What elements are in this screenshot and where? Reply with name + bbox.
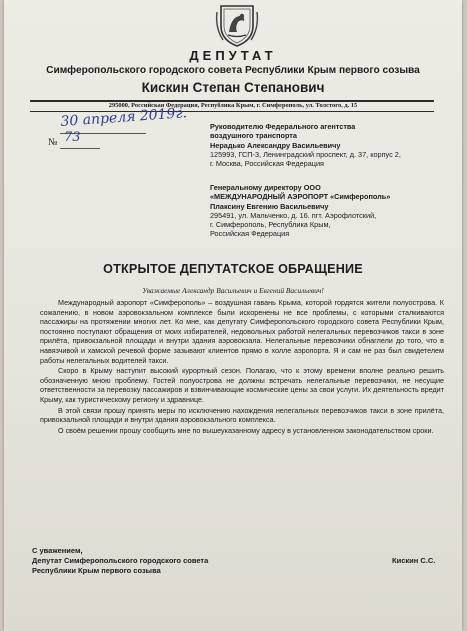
recipient-block-2: [210, 183, 450, 239]
signature-line: Республики Крым первого созыва: [32, 566, 161, 575]
recipient1-position-line: Руководителю Федерального агентства: [210, 122, 356, 131]
signature-block: [32, 546, 332, 576]
body-paragraph: Международный аэропорт «Симферополь» – воздушная гавань Крыма, которой гордятся жители полуострова. К сожалению, в новом аэровокзальном комплексе были искоренены не все проблемы, с которыми сталкиваются пассажиры на протяжении многих лет. Ко мне, как депутату Симферопольского городского совета Республики Крым, постоянно поступают обращения от моих избирателей, недовольных работой нелегальных перевозчиков такси в зоне прилёта, привокзальной площади и внутри здания аэровокзала. Нелегальные перевозчики обнаглели до того, что в навязчивой и хамской речевой форме зазывают клиентов прямо в холле аэропорта. Я и сам не раз был свидетелем работы нелегальных водителей такси.: [40, 298, 444, 365]
letter-page: [4, 0, 462, 631]
signature-line: Депутат Симферопольского городского совета: [32, 556, 209, 565]
signature-line: С уважением,: [32, 546, 83, 555]
recipient2-address-line: Российская Федерация: [210, 229, 290, 239]
signature-name: Кискин С.С.: [392, 556, 436, 565]
body-paragraph: Скоро в Крыму наступит высокий курортный сезон. Полагаю, что к этому времени вполне реально решить обозначенную мною проблему. Гостей полуострова не должны встречать нелегальные перевозчики, не несущие ответственности за перевозку пассажиров и взвинчивающие космические цены за свои услуги. Их деятельность вредит Крыму, как туристическому региону и здравнице.: [40, 366, 444, 404]
recipient1-position-line: воздушного транспорта: [210, 131, 297, 141]
recipient1-address-line: г. Москва, Российская Федерация: [210, 159, 324, 169]
recipient2-address-line: 295491, ул. Мальченко, д. 16. пгт. Аэрофлотский,: [210, 210, 377, 220]
recipient1-address-line: 125993, ГСП-3, Ленинградский проспект, д. 37, корпус 2,: [210, 149, 401, 159]
deputy-name: Кискин Степан Степанович: [141, 80, 325, 95]
body-paragraph: О своём решении прошу сообщить мне по вышеуказанному адресу в установленном законодательством сроки.: [58, 425, 434, 435]
recipient2-position-line: Плаксину Евгению Васильевичу: [210, 201, 329, 211]
recipient2-address-line: г. Симферополь, Республика Крым,: [210, 220, 331, 230]
recipient1-name: Нерадько Александру Васильевичу: [210, 140, 341, 150]
recipient2-position-line: Генеральному директору ООО: [210, 183, 321, 192]
header-address: 295000, Российская Федерация, Республика Крым, г. Симферополь, ул. Толстого, д. 15: [108, 102, 358, 109]
letter-greeting: Уважаемые Александр Васильевич и Евгений Васильевич!: [142, 286, 324, 295]
body-paragraph: В этой связи прошу принять меры по исключению нахождения нелегальных перевозчиков такси в зоне прилёта, привокзальной площади и внутри здания аэровокзального комплекса.: [40, 405, 444, 425]
handwritten-number: 73: [64, 130, 81, 145]
handwritten-date: 30 апреля 2019г.: [60, 105, 188, 130]
header-council: Симферопольского городского совета Республики Крым первого созыва: [46, 65, 420, 76]
letter-body: [40, 298, 444, 436]
recipient2-position-line: «МЕЖДУНАРОДНЫЙ АЭРОПОРТ «Симферополь»: [210, 192, 391, 202]
crimea-coat-of-arms-icon: [215, 2, 259, 48]
number-label: №: [48, 137, 58, 148]
header-title: ДЕПУТАТ: [189, 48, 277, 63]
number-underline: [60, 148, 100, 149]
recipient-block-1: [210, 122, 450, 168]
letter-title: ОТКРЫТОЕ ДЕПУТАТСКОЕ ОБРАЩЕНИЕ: [103, 262, 363, 276]
